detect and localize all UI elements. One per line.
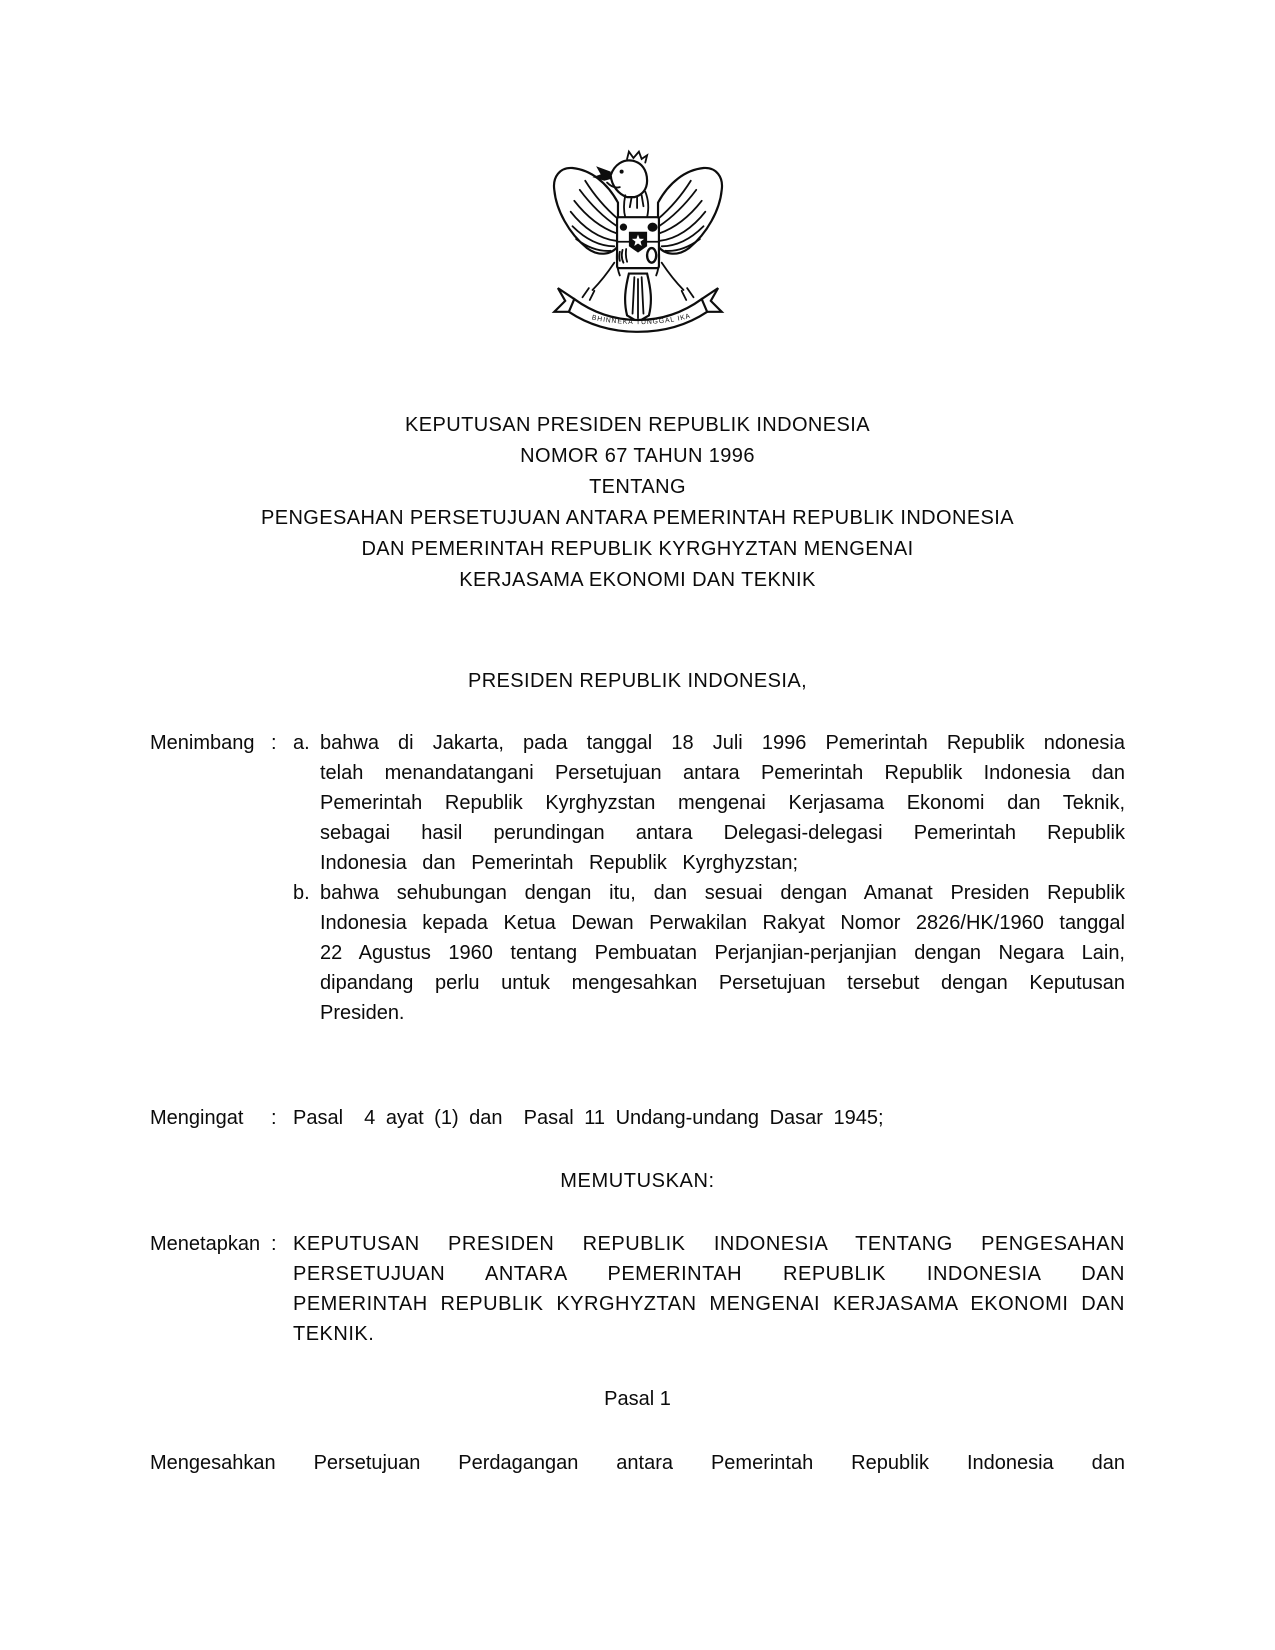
garuda-emblem-graphic [547,138,729,340]
list-marker-b: b. [293,882,310,904]
enacting-label: Menetapkan [150,1233,261,1255]
decision-heading: MEMUTUSKAN: [560,1170,715,1192]
garuda-pancasila-emblem [547,138,729,340]
enacting-colon: : [271,1233,277,1255]
legal-basis-section [150,1103,1125,1133]
enacting-section [150,1229,1125,1349]
considering-item-a [293,728,1125,878]
decree-title-line-2: NOMOR 67 TAHUN 1996 [520,445,755,467]
list-marker-a: a. [293,732,310,754]
considering-section [150,728,1125,1028]
considering-label: Menimbang [150,732,255,754]
considering-item-a-text: bahwa di Jakarta, pada tanggal 18 Juli 1996 Pemerintah Republik ndonesia telah menandatangani Persetujuan antara Pemerintah Republik Indonesia dan Pemerintah Republik Kyrghyzstan mengenai Kerjasama Ekonomi dan Teknik, sebagai hasil perundingan antara Delegasi-delegasi Pemerintah Republik Indonesia dan Pemerintah Republik Kyrghyzstan; [320,732,1125,874]
enacting-text: KEPUTUSAN PRESIDEN REPUBLIK INDONESIA TENTANG PENGESAHAN PERSETUJUAN ANTARA PEMERINTAH REPUBLIK INDONESIA DAN PEMERINTAH REPUBLIK KYRGHYZTAN MENGENAI KERJASAMA EKONOMI DAN TEKNIK. [293,1233,1125,1345]
issuing-authority-heading: PRESIDEN REPUBLIK INDONESIA, [467,670,808,692]
article-heading: Pasal 1 [604,1388,671,1410]
decree-title-line-5: DAN PEMERINTAH REPUBLIK KYRGHYZTAN MENGENAI [361,538,914,560]
article-body: Mengesahkan Persetujuan Perdagangan antara Pemerintah Republik Indonesia dan [150,1452,1125,1474]
decree-title-line-6: KERJASAMA EKONOMI DAN TEKNIK [459,569,816,591]
considering-item-b-text: bahwa sehubungan dengan itu, dan sesuai dengan Amanat Presiden Republik Indonesia kepada Ketua Dewan Perwakilan Rakyat Nomor 2826/HK/1960 tanggal 22 Agustus 1960 tentang Pembuatan Perjanjian-perjanjian dengan Negara Lain, dipandang perlu untuk mengesahkan Persetujuan tersebut dengan Keputusan Presiden. [320,882,1125,1024]
decree-title-line-4: PENGESAHAN PERSETUJUAN ANTARA PEMERINTAH REPUBLIK INDONESIA [260,507,1014,529]
decree-title-line-3: TENTANG [589,476,686,498]
considering-items [293,728,1125,1028]
considering-item-b [293,878,1125,1028]
decree-title [150,410,1125,596]
decree-title-line-1: KEPUTUSAN PRESIDEN REPUBLIK INDONESIA [405,414,870,436]
legal-basis-colon: : [271,1107,277,1129]
considering-colon: : [271,732,277,754]
emblem-motto: BHINNEKA TUNGGAL IKA [590,312,692,327]
legal-basis-label: Mengingat [150,1107,244,1129]
legal-basis-text: Pasal 4 ayat (1) dan Pasal 11 Undang-undang Dasar 1945; [293,1107,884,1129]
